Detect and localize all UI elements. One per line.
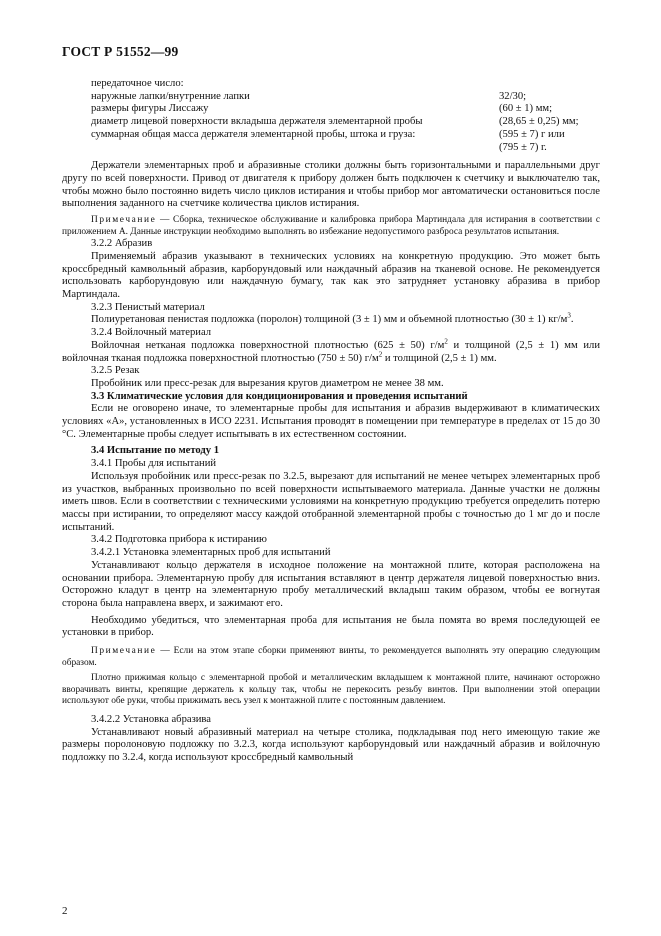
text-run: Войлочная нетканая подложка поверхностной плотностью (625 ± 50) г/м: [91, 339, 445, 351]
section-title-3-2-2: 3.2.2 Абразив: [91, 238, 153, 250]
param-label: наружные лапки/внутренние лапки: [91, 90, 250, 102]
param-row: [62, 91, 600, 104]
param-row: [62, 129, 600, 142]
section-title-3-3: 3.3 Климатические условия для кондиционирования и проведения испытаний: [91, 390, 468, 402]
section-title-3-4: 3.4 Испытание по методу 1: [91, 445, 220, 457]
param-row: [62, 142, 600, 155]
page-number: 2: [62, 905, 68, 917]
text-run: .: [570, 314, 574, 326]
param-label: диаметр лицевой поверхности вкладыша держателя элементарной пробы: [91, 116, 423, 128]
param-row: [62, 103, 600, 116]
param-row: [62, 116, 600, 129]
standard-header: ГОСТ Р 51552—99: [62, 44, 179, 59]
superscript: 3: [567, 311, 571, 320]
section-title-3-4-2-1: 3.4.2.1 Установка элементарных проб для испытаний: [91, 547, 331, 559]
param-value: (60 ± 1) мм;: [499, 103, 553, 115]
section-title-3-2-4: 3.2.4 Войлочный материал: [91, 327, 212, 339]
param-value: (795 ± 7) г.: [499, 141, 547, 153]
note-text: — Если на этом этапе сборки применяют винты, то рекомендуется выполнять эту операцию следующим образом.: [62, 646, 600, 668]
page-content: [62, 78, 600, 765]
paragraph-climate: Если не оговорено иначе, то элементарные пробы для испытания и абразив выдерживают в климатических условиях «А», установленных в ИСО 2231. Испытания проводят в помещении при температуре в пределах от 15 до 30 °С. Элементарные пробы следует испытывать в их естественном состоянии.: [62, 403, 600, 440]
section-title-3-2-3: 3.2.3 Пенистый материал: [91, 301, 205, 313]
param-value: (28,65 ± 0,25) мм;: [499, 116, 579, 128]
paragraph-abrasive: Применяемый абразив указывают в технических условиях на конкретную продукцию. Это может быть кроссбредный камвольный абразив, карборундовый или наждачный абразив на тканевой основе. Не рекомендуется использовать карборундовую или наждачную бумагу, так как это затрудняет установку абразива в прибор Мартиндала.: [62, 250, 600, 301]
note-text: — Сборка, техническое обслуживание и калибровка прибора Мартиндала для истирания в соответствии с приложением А. Данные инструкции необходимо выполнять во избежание недопустимого разброса результатов испытания.: [62, 215, 600, 237]
section-title-3-4-2-2: 3.4.2.2 Установка абразива: [91, 713, 211, 725]
note-screws-detail: Плотно прижимая кольцо с элементарной пробой и металлическим вкладышем к монтажной плите, начинают осторожно вворачивать винты, крепящие держатель к кольцу так, чтобы не перекосить резьбу винтов. При выполнении этой операции используют обе руки, чтобы прижимать весь узел к монтажной плите с постоянным давлением.: [62, 673, 600, 707]
paragraph-cutter: Пробойник или пресс-резак для вырезания кругов диаметром не менее 38 мм.: [91, 377, 444, 389]
superscript: 2: [444, 337, 448, 346]
text-run: и толщиной (2,5 ± 1) мм.: [382, 352, 497, 364]
param-label: суммарная общая масса держателя элементарной пробы, штока и груза:: [91, 128, 416, 140]
paragraph-samples: Используя пробойник или пресс-резак по 3.2.5, вырезают для испытаний не менее четырех элементарных проб из участков, выбранных произвольно по всей поверхности испытываемого материала. Данные участки не должны иметь швов. Если в соответствии с техническими условиями на конкретную продукцию требуется определить потерю массы при истирании, то определяют массу каждой отобранной элементарной пробы с точностью до 1 мг до и после испытаний.: [62, 470, 600, 533]
paragraph-abrasive-mounting: Устанавливают новый абразивный материал на четыре столика, подкладывая под него имеющую такие же размеры поролоновую подложку по 3.2.3, когда используют карборундовый или наждачный абразив и войлочную подложку по 3.2.4, когда используют кроссбредный камвольный: [62, 726, 600, 764]
paragraph-mounting: Устанавливают кольцо держателя в исходное положение на монтажной плите, которая расположена на основании прибора. Элементарную пробу для испытания вставляют в центр держателя лицевой поверхностью вниз. Осторожно кладут в центр на элементарную пробу металлический вкладыш таким образом, чтобы ее вогнутая сторона была направлена вверх, и зажимают его.: [62, 559, 600, 609]
note-screws: [62, 646, 600, 669]
param-label: размеры фигуры Лиссажу: [91, 103, 209, 115]
note-lead: Примечание: [91, 215, 157, 226]
paragraph-holders: Держатели элементарных проб и абразивные столики должны быть горизонтальными и параллельными друг другу по всей поверхности. Привод от двигателя к прибору должен быть подключен к счетчику и выключателю так, чтобы можно было постоянно видеть число циклов истирания и чтобы прибор мог автоматически остановиться после выполнения заданного на счетчике количества циклов истирания.: [62, 160, 600, 210]
text-run: Полиуретановая пенистая подложка (поролон) толщиной (3 ± 1) мм и объемной плотностью (30 ± 1) кг/м: [91, 314, 568, 326]
section-title-3-4-2: 3.4.2 Подготовка прибора к истиранию: [91, 534, 267, 546]
paragraph-felt: [62, 337, 600, 365]
section-title-3-2-5: 3.2.5 Резак: [91, 365, 140, 377]
note-calibration: [62, 215, 600, 238]
param-label: [91, 142, 499, 155]
text-run: и толщиной (2,5 ± 1) мм или войлочная тканая подложка поверхностной плотностью (750 ± 50) г/м: [62, 339, 600, 364]
paragraph-check: Необходимо убедиться, что элементарная проба для испытания не была помята во время последующей ее установки в прибор.: [62, 614, 600, 639]
param-value: 32/30;: [499, 90, 527, 102]
section-title-3-4-1: 3.4.1 Пробы для испытаний: [91, 458, 217, 470]
superscript: 2: [378, 350, 383, 359]
paragraph-foam: [62, 311, 600, 327]
params-heading: передаточное число:: [91, 78, 184, 89]
note-lead: Примечание: [91, 646, 157, 657]
param-value: (595 ± 7) г или: [499, 128, 565, 140]
